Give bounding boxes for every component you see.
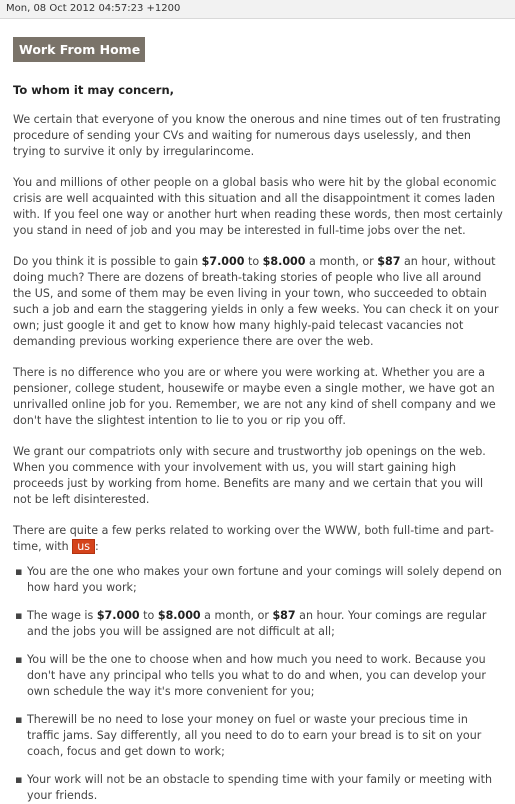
list-item bbox=[13, 608, 503, 640]
bullet-icon: ▪ bbox=[15, 773, 23, 786]
paragraph-4: There is no difference who you are or where you were working at. Whether you are a pensioner, college student, housewife or maybe even a single mother, we have got an unrivalled online job for you. Remember, we are not any kind of shell company and we don't have the slightest intention to lie to you or rip you off. bbox=[13, 366, 496, 427]
list-item-text-d: an hour. Your comings are regular and the jobs you will be assigned are not difficult at all; bbox=[27, 609, 487, 638]
p6-text-b: : bbox=[95, 540, 99, 553]
perks-list bbox=[13, 564, 503, 804]
list-item-text-a: The wage is bbox=[27, 609, 97, 622]
list-item-text-b: to bbox=[139, 609, 158, 622]
bullet-icon: ▪ bbox=[15, 713, 23, 726]
bullet-icon: ▪ bbox=[15, 653, 23, 666]
p3-text-b: to bbox=[244, 255, 263, 268]
money-amount-2: $8.000 bbox=[262, 255, 306, 268]
email-date-header bbox=[0, 0, 515, 19]
paragraph-6 bbox=[13, 523, 503, 555]
list-item-text: You will be the one to choose when and how much you need to work. Because you don't have any principal who tells you what to do and when, you can develop your own schedule the way it's more convenient for you; bbox=[27, 653, 486, 698]
bullet-icon: ▪ bbox=[15, 565, 23, 578]
money-amount-2: $8.000 bbox=[157, 609, 201, 622]
money-amount-3: $87 bbox=[377, 255, 401, 268]
us-link[interactable]: us bbox=[72, 539, 95, 554]
money-amount-1: $7.000 bbox=[201, 255, 245, 268]
p3-text-d: an hour, without doing much? There are dozens of breath-taking stories of people who live all around the US, and some of them may be even living in your town, who succeeded to obtain such a job and earn the staggering yields in only a few weeks. You can check it on your own; just google it and get to know how many highly-paid telecast vacancies not demanding previous working experience there are over the web. bbox=[13, 255, 499, 348]
paragraph-3 bbox=[13, 254, 503, 350]
paragraph-2: You and millions of other people on a global basis who were hit by the global economic crisis are well acquainted with this situation and all the disappointment it comes laden with. If you feel one way or another hurt when reading these words, then most certainly you stand in need of job and you may be interested in full-time jobs over the net. bbox=[13, 176, 503, 237]
list-item-text-c: a month, or bbox=[200, 609, 273, 622]
paragraph-5: We grant our compatriots only with secure and trustworthy job openings on the web. When you commence with your involvement with us, you will start gaining high proceeds just by working from home. Benefits are many and we certain that you will not be left disinterested. bbox=[13, 445, 486, 506]
list-item bbox=[13, 564, 503, 596]
p6-text-a: There are quite a few perks related to working over the WWW, both full-time and part-time, with bbox=[13, 524, 494, 553]
list-item bbox=[13, 712, 503, 760]
salutation: To whom it may concern, bbox=[13, 83, 174, 97]
bullet-icon: ▪ bbox=[15, 609, 23, 622]
paragraph-1: We certain that everyone of you know the onerous and nine times out of ten frustrating procedure of sending your CVs and waiting for numerous days uselessly, and then trying to survive it only by irregularincome. bbox=[13, 113, 501, 158]
p3-text-a: Do you think it is possible to gain bbox=[13, 255, 202, 268]
money-amount-3: $87 bbox=[272, 609, 296, 622]
email-body bbox=[0, 37, 515, 804]
list-item-text: Your work will not be an obstacle to spending time with your family or meeting with your friends. bbox=[27, 773, 493, 802]
email-title: Work From Home bbox=[13, 37, 145, 62]
list-item-text: You are the one who makes your own fortune and your comings will solely depend on how hard you work; bbox=[27, 565, 502, 594]
list-item bbox=[13, 772, 503, 804]
list-item bbox=[13, 652, 503, 700]
p3-text-c: a month, or bbox=[305, 255, 378, 268]
title-wrap bbox=[13, 37, 503, 62]
money-amount-1: $7.000 bbox=[96, 609, 140, 622]
email-date: Mon, 08 Oct 2012 04:57:23 +1200 bbox=[6, 3, 181, 14]
list-item-text: Therewill be no need to lose your money on fuel or waste your precious time in traffic jams. Say differently, all you need to do to earn your bread is to sit on your coach, focus and get down to work; bbox=[27, 713, 482, 758]
